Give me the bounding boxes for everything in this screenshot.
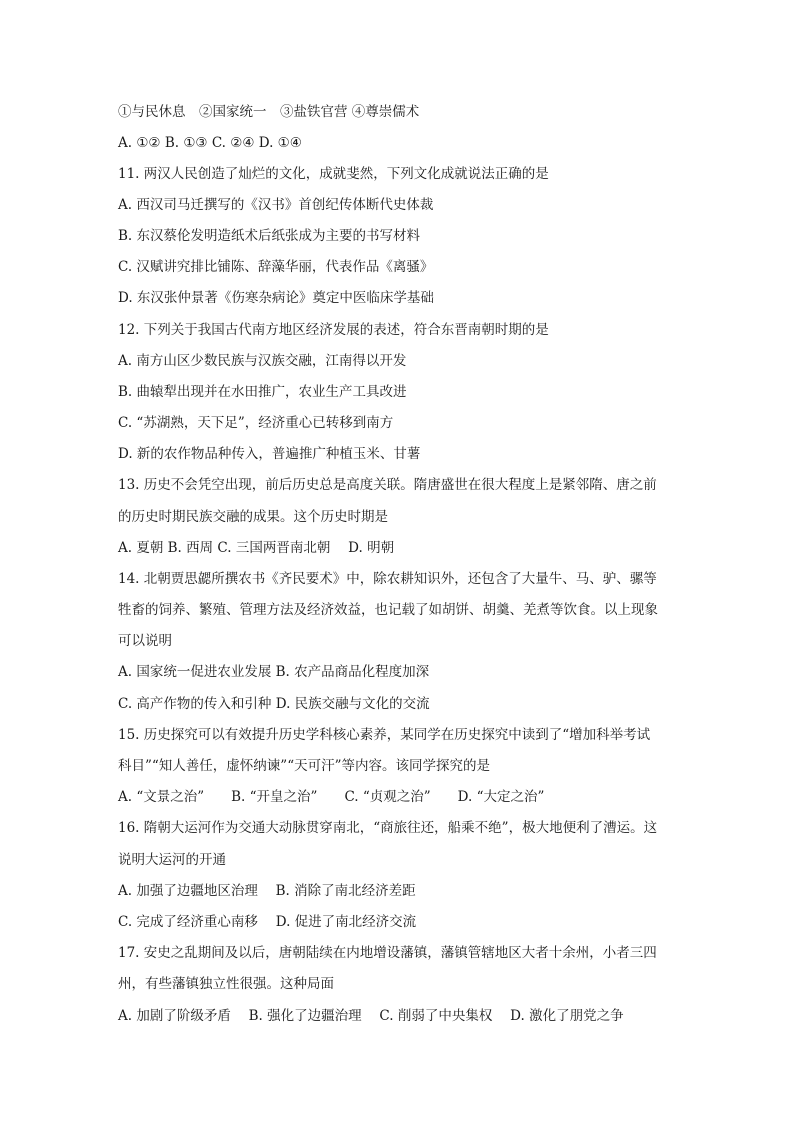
question-17-stem: 17. 安史之乱期间及以后，唐朝陆续在内地增设藩镇，藩镇管辖地区大者十余州，小者三四 <box>118 945 657 961</box>
question-11-stem: 11. 两汉人民创造了灿烂的文化，成就斐然，下列文化成就说法正确的是 <box>118 166 549 182</box>
question-16-stem: 16. 隋朝大运河作为交通大动脉贯穿南北，“商旅往还，船乘不绝”，极大地便利了漕运。这 <box>118 820 658 836</box>
question-12-option-a: A. 南方山区少数民族与汉族交融，江南得以开发 <box>118 353 407 369</box>
question-14-stem: 14. 北朝贾思勰所撰农书《齐民要术》中，除农耕知识外，还包含了大量牛、马、驴、骡等 <box>118 571 657 587</box>
question-15-stem: 15. 历史探究可以有效提升历史学科核心素养，某同学在历史探究中读到了“增加科举考试 <box>118 727 651 743</box>
question-12-option-d: D. 新的农作物品种传入，普遍推广种植玉米、甘薯 <box>118 446 421 462</box>
question-13-options: A. 夏朝 B. 西周 C. 三国两晋南北朝 D. 明朝 <box>118 540 395 556</box>
question-13-stem: 13. 历史不会凭空出现，前后历史总是高度关联。隋唐盛世在很大程度上是紧邻隋、唐之前 <box>118 477 657 493</box>
question-12-stem: 12. 下列关于我国古代南方地区经济发展的表述，符合东晋南朝时期的是 <box>118 322 549 338</box>
question-11-option-c: C. 汉赋讲究排比铺陈、辞藻华丽，代表作品《离骚》 <box>118 259 434 275</box>
question-16-options-ab: A. 加强了边疆地区治理 B. 消除了南北经济差距 <box>118 883 416 899</box>
answer-choices-q10: A. ①② B. ①③ C. ②④ D. ①④ <box>118 135 302 151</box>
question-17-stem-cont: 州，有些藩镇独立性很强。这种局面 <box>118 976 334 992</box>
question-15-stem-cont: 科目”“知人善任，虚怀纳谏”“天可汗”等内容。该同学探究的是 <box>118 758 491 774</box>
question-16-stem-cont: 说明大运河的开通 <box>118 852 226 868</box>
question-11-option-d: D. 东汉张仲景著《伤寒杂病论》奠定中医临床学基础 <box>118 290 434 306</box>
question-15-options: A. “文景之治” B. “开皇之治” C. “贞观之治” D. “大定之治” <box>118 789 545 805</box>
question-11-option-a: A. 西汉司马迁撰写的《汉书》首创纪传体断代史体裁 <box>118 197 434 213</box>
question-12-option-c: C. “苏湖熟，天下足”，经济重心已转移到南方 <box>118 415 394 431</box>
question-12-option-b: B. 曲辕犁出现并在水田推广，农业生产工具改进 <box>118 384 407 400</box>
question-11-option-b: B. 东汉蔡伦发明造纸术后纸张成为主要的书写材料 <box>118 228 421 244</box>
option-list-line: ①与民休息 ②国家统一 ③盐铁官营 ④尊崇儒术 <box>118 104 420 120</box>
question-14-stem-cont: 牲畜的饲养、繁殖、管理方法及经济效益，也记载了如胡饼、胡羹、羌煮等饮食。以上现象 <box>118 602 658 618</box>
question-14-stem-end: 可以说明 <box>118 633 172 649</box>
question-16-options-cd: C. 完成了经济重心南移 D. 促进了南北经济交流 <box>118 914 417 930</box>
question-13-stem-cont: 的历史时期民族交融的成果。这个历史时期是 <box>118 509 388 525</box>
question-14-options-ab: A. 国家统一促进农业发展 B. 农产品商品化程度加深 <box>118 664 430 680</box>
question-17-options: A. 加剧了阶级矛盾 B. 强化了边疆治理 C. 削弱了中央集权 D. 激化了朋党之争 <box>118 1008 624 1024</box>
question-14-options-cd: C. 高产作物的传入和引种 D. 民族交融与文化的交流 <box>118 696 430 712</box>
